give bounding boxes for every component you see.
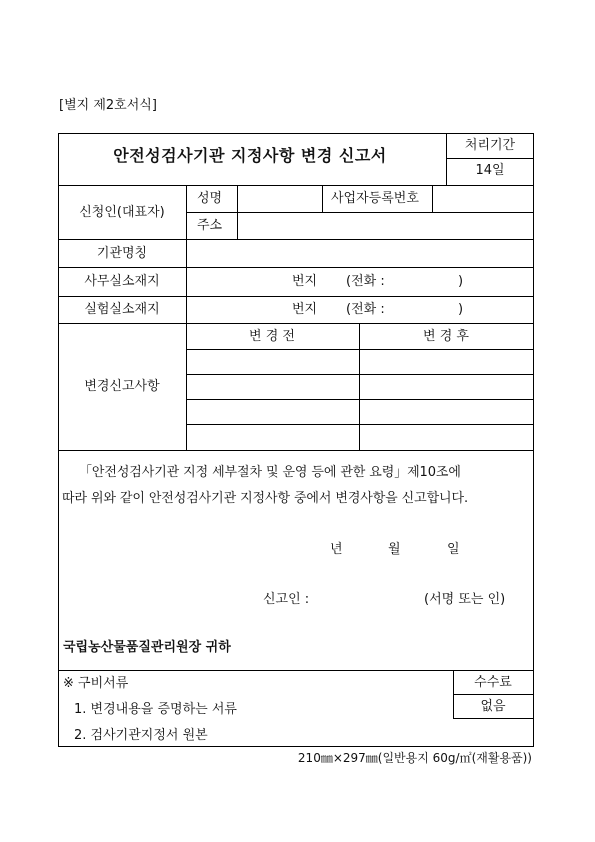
divider [58, 670, 534, 671]
statement-line-2: 따라 위와 같이 안전성검사기관 지정사항 중에서 변경사항을 신고합니다. [62, 491, 468, 506]
applicant-label: 신청인(대표자) [79, 205, 165, 220]
divider [453, 694, 534, 695]
office-address-suffix: 번지 [292, 274, 318, 289]
divider [432, 185, 433, 212]
processing-period-label: 처리기간 [464, 138, 516, 153]
divider [453, 718, 534, 719]
divider [58, 267, 534, 268]
paper-spec-footer: 210㎜×297㎜(일반용지 60g/㎡(재활용품)) [297, 751, 532, 765]
office-phone-close: ) [458, 274, 464, 289]
divider [186, 399, 534, 400]
addressee: 국립농산물품질관리원장 귀하 [63, 640, 231, 655]
statement-line-1: 「안전성검사기관 지정 세부절차 및 운영 등에 관한 요령」제10조에 [79, 465, 461, 480]
office-location-label: 사무실소재지 [84, 274, 160, 289]
signature-or-seal: (서명 또는 인) [424, 592, 506, 607]
divider [58, 323, 534, 324]
date-year: 년 [330, 542, 343, 557]
divider [58, 185, 534, 186]
form-number-label: [별지 제2호서식] [59, 98, 157, 113]
divider [186, 212, 534, 213]
date-month: 월 [388, 542, 401, 557]
lab-address-suffix: 번지 [292, 302, 318, 317]
divider [446, 133, 447, 185]
change-report-label: 변경신고사항 [84, 379, 160, 394]
business-reg-no-label: 사업자등록번호 [331, 191, 419, 206]
lab-location-label: 실험실소재지 [84, 302, 160, 317]
lab-phone-close: ) [458, 302, 464, 317]
fee-label: 수수료 [474, 675, 512, 690]
divider [186, 374, 534, 375]
divider [322, 185, 323, 212]
form-title: 안전성검사기관 지정사항 변경 신고서 [113, 146, 387, 165]
office-phone-text: (전화 : [346, 274, 385, 289]
name-label: 성명 [197, 191, 223, 206]
divider [58, 239, 534, 240]
divider [58, 450, 534, 451]
documents-header: ※ 구비서류 [63, 676, 129, 691]
address-label: 주소 [197, 218, 223, 233]
divider [58, 296, 534, 297]
fee-value: 없음 [480, 699, 506, 714]
org-name-label: 기관명칭 [96, 246, 148, 261]
label-column-divider [186, 185, 187, 450]
document-item-1: 1. 변경내용을 증명하는 서류 [74, 702, 237, 717]
lab-phone-text: (전화 : [346, 302, 385, 317]
divider [186, 424, 534, 425]
processing-period-value: 14일 [475, 163, 505, 178]
divider [186, 349, 534, 350]
before-change-header: 변 경 전 [249, 329, 295, 344]
reporter-label: 신고인 : [263, 592, 310, 607]
after-change-header: 변 경 후 [423, 329, 469, 344]
divider [446, 158, 534, 159]
document-item-2: 2. 검사기관지정서 원본 [74, 728, 208, 743]
date-day: 일 [447, 542, 460, 557]
divider [359, 323, 360, 450]
